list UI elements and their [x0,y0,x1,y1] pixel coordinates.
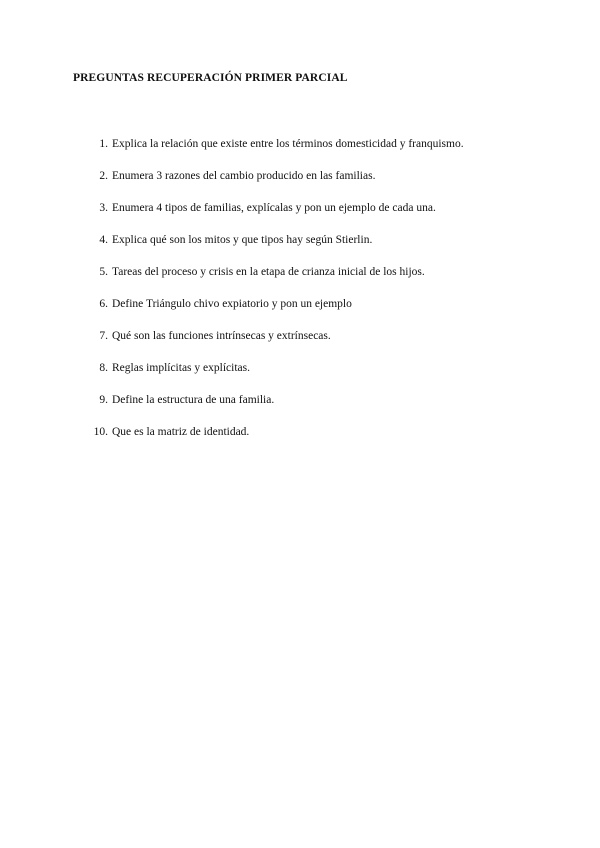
question-text: Qué son las funciones intrínsecas y extrínsecas. [112,330,331,342]
question-text: Enumera 3 razones del cambio producido en las familias. [112,170,376,182]
question-number: 5. [99,266,108,278]
question-item [86,201,464,233]
question-text: Que es la matriz de identidad. [112,426,250,438]
question-number: 1. [99,138,108,150]
question-text: Explica qué son los mitos y que tipos hay según Stierlin. [112,234,373,246]
question-number: 6. [99,298,108,310]
question-item [86,233,464,265]
question-item [86,297,464,329]
document-title: PREGUNTAS RECUPERACIÓN PRIMER PARCIAL [73,72,348,84]
question-item [86,361,464,393]
question-text: Define Triángulo chivo expiatorio y pon un ejemplo [112,298,352,310]
question-text: Explica la relación que existe entre los términos domesticidad y franquismo. [112,138,464,150]
question-number: 10. [93,426,108,438]
question-number: 2. [99,170,108,182]
question-item [86,425,464,457]
question-text: Define la estructura de una familia. [112,394,275,406]
question-number: 7. [99,330,108,342]
question-text: Reglas implícitas y explícitas. [112,362,250,374]
question-item [86,329,464,361]
question-item [86,169,464,201]
question-item [86,393,464,425]
question-number: 8. [99,362,108,374]
question-number: 3. [99,202,108,214]
question-list [86,137,464,457]
question-item [86,137,464,169]
question-text: Enumera 4 tipos de familias, explícalas y pon un ejemplo de cada una. [112,202,436,214]
question-item [86,265,464,297]
question-text: Tareas del proceso y crisis en la etapa de crianza inicial de los hijos. [112,266,425,278]
question-number: 4. [99,234,108,246]
question-number: 9. [99,394,108,406]
